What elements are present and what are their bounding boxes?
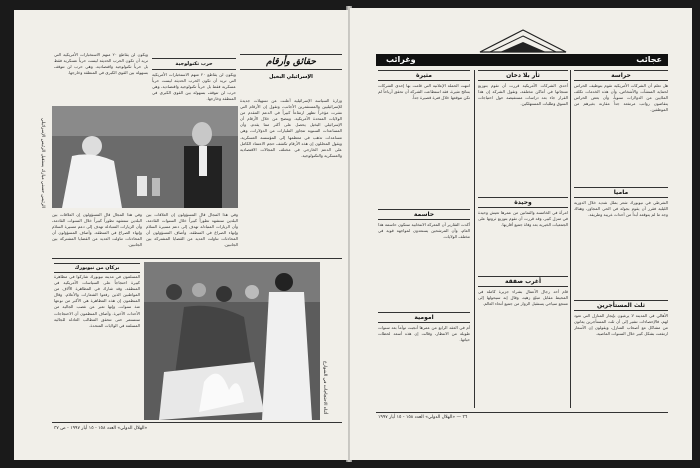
main-story-title: حقائق وأرقام [240,54,342,70]
section-text-guard: هل تعلم أن الشركات الأمريكية تقوم بتوظيف الحراس لحماية المنشآت والأشخاص، وأن هذه الخدمات تكلف الملايين من الدولارات سنوياً، وأن بعض الحراس يتقاضون رواتب مرتفعة جداً مقارنة بغيرهم من الموظفين. [574,83,668,113]
left-page [14,10,348,460]
footer-rule [52,422,342,423]
section-title-guard: حراسة [574,70,668,81]
main-story-header [240,54,342,80]
section-divider [52,258,342,259]
lower-left-text-b: وفي هذا المجال قال المسؤولون إن العلاقات بين البلدين ستشهد تطوراً كبيراً خلال السنوات القادمة، وأن الزيارات المتبادلة تهدف إلى دعم مسيرة السلام وإنهاء الصراع في المنطقة. وأضاف المسؤولون أن المحادثات تناولت العديد من القضايا المشتركة بين الجانبين. [146,212,238,248]
main-story-text: وزارة السياسة الإسرائيلية أعلنت عن تسهيلات جديدة للإسرائيليين والمستثمرين الأجانب، وتقول إن الأرقام التي نشرت مؤخراً تظهر ارتفاعاً كبيراً في الدعم المقدم من الولايات المتحدة الأمريكية. ويتضح من خلال الأرقام أن الإسرائيلي البخيل يحصل على أكثر مما يقدم، وأن المساعدات السنوية تتجاوز المليارات من الدولارات، وهي مساعدات تذهب في معظمها إلى المؤسسة العسكرية. ويقول المحللون إن هذه الأرقام تكشف حجم الاعتماد الكامل على الدعم الخارجي في مختلف المجالات الاقتصادية والعسكرية والتكنولوجية. [240,98,342,158]
banner-title-left: وغرائب [386,55,416,64]
section-title-decisive: حاسمة [378,209,470,220]
section-title-exciting: مثيرة [378,70,470,81]
photo-protest [144,262,320,420]
section-text-maternal: أم في العقد الرابع من عمرها أنجبت توأماً بعد سنوات طويلة من الانتظار، وقالت إن هذه أسعد لحظات حياتها. [378,325,470,343]
section-text-decisive: أكدت التقارير أن المعركة الانتخابية ستكون حاسمة هذا العام، وأن المرشحين يستعدون لمواجهة قوية في مختلف الولايات. [378,222,470,240]
section-text-smokeless: أحدى الشركات الأمريكية قررت أن تقوم بتوزيع منتجاتها في أماكن مختلفة، وتقول الشركة إن هذا القرار جاء بعد دراسات مستفيضة حول احتياجات السوق وطلبات المستهلكين. [478,83,568,107]
column-rule-left [474,70,475,408]
section-title-deal: أغرب صفقة [478,276,568,287]
section-title-mamia: ماميا [574,187,668,198]
section-banner [376,54,668,66]
section-title-smokeless: ثأر بلا دخان [478,70,568,81]
column-rule-right [570,70,571,408]
top-story-text: ويكون لن يقاطع ٢٠ منهم الاستخبارات الأمريكية التي تريد أن تكون الحرب الحديثة ليست حرباً عسكرية فقط بل حرباً تكنولوجية واقتصادية، وهي حرب لن تتوقف بسهولة بين القوى الكبرى في المنطقة وخارجها. [152,72,236,102]
top-story-kicker: حرب تكنولوجية [152,58,236,70]
section-text-exciting: انتهت الحملة الإعلانية التي قامت بها إحدى الشركات بنتائج مثيرة، فقد استطاعت الشركة أن تحقق أرباحاً لم تكن تتوقعها خلال فترة قصيرة جداً. [378,83,470,101]
photo-meeting [52,106,238,208]
middle-column [478,70,568,399]
section-text-lonely: امرأة في الخامسة والثمانين من عمرها تعيش وحيدة في منزل كبير، وقد قررت أن تقوم بتوزيع ثروتها على الجمعيات الخيرية بعد وفاة جميع أقاربها. [478,210,568,228]
section-text-tenants: الأهالي في المدينة لا يرغبون بإيجار المنازل التي تعود لهم، فالإحصاءات تشير إلى أن ثلث المستأجرين يعانون من مشاكل مع أصحاب المنازل، ويقولون إن الأسعار ارتفعت بشكل كبير خلال السنوات الماضية. [574,313,668,337]
main-story-subtitle: الإسرائيلي البخيل [269,74,313,80]
photo-bottom-caption: أثناء الاحتجاجات في الشوارع [322,360,327,414]
photo-meeting-art [52,106,238,208]
left-column [378,70,470,405]
bottom-story-title: بركان من نيويورك [54,263,140,273]
section-title-maternal: امومية [378,312,470,323]
top-left-text: ويكون لن يقاطع ٢٠ منهم الاستخبارات الأمريكية التي تريد أن تكون الحرب الحديثة ليست حرباً عسكرية فقط بل حرباً تكنولوجية واقتصادية، وهي حرب لن تتوقف بسهولة بين القوى الكبرى في المنطقة وخارجها. [54,52,148,76]
section-title-lonely: وحيدة [478,197,568,208]
right-column [574,70,668,413]
right-page [350,8,692,460]
photo-protest-art [144,262,320,420]
right-page-footer: ٣٦ — «الهلال الدولي» العدد ١٥٨ - ١٥ أيار ١٩٩٧ [378,415,468,420]
section-title-tenants: ثلث المستأجرين [574,300,668,311]
left-page-footer: «الهلال الدولي» العدد ١٥٨ - ١٥ أيار ١٩٩٧ - ص ٣٧ [54,426,148,431]
bottom-story-header [54,263,140,273]
section-text-deal: قام أحد رجال الأعمال بشراء جزيرة كاملة في المحيط مقابل مبلغ زهيد، وقال إنه سيحولها إلى منتجع سياحي يستقبل الزوار من جميع أنحاء العالم. [478,289,568,307]
photo-top-caption: الرئيس حسني مبارك يستقبل الرئيس الإسرائيلي [40,118,45,208]
banner-title-right: عجائب [636,55,662,64]
bottom-story-text: المسلمون في مدينة نيويورك شاركوا في مظاهرة كبيرة احتجاجاً على السياسات الأمريكية في المنطقة، وقد شارك في المظاهرة الآلاف من المواطنين الذين رفعوا الشعارات والأعلام. وقال المنظمون إن هذه المظاهرة هي الأكبر من نوعها منذ سنوات، وإنها تعبر عن غضب الجالية من الأحداث الأخيرة. وأضاف المنظمون أن الاحتجاجات ستستمر حتى تتحقق المطالب العادلة للجالية المسلمة في الولايات المتحدة. [54,274,140,328]
right-footer-rule [376,412,668,413]
section-text-mamia: الشرطي في نيويورك شعر بملل شديد خلال الدورية الليلية فقرر أن يقوم بجولة في الحي المجاور، وهناك وجد ما لم يتوقعه أبداً من أحداث غريبة وطريفة. [574,200,668,218]
lower-left-text-a: وفي هذا المجال قال المسؤولون إن العلاقات بين البلدين ستشهد تطوراً كبيراً خلال السنوات القادمة، وأن الزيارات المتبادلة تهدف إلى دعم مسيرة السلام وإنهاء الصراع في المنطقة. وأضاف المسؤولون أن المحادثات تناولت العديد من القضايا المشتركة بين الجانبين. [52,212,142,248]
top-story-kicker-box [152,58,236,70]
header-ornament [478,28,568,54]
